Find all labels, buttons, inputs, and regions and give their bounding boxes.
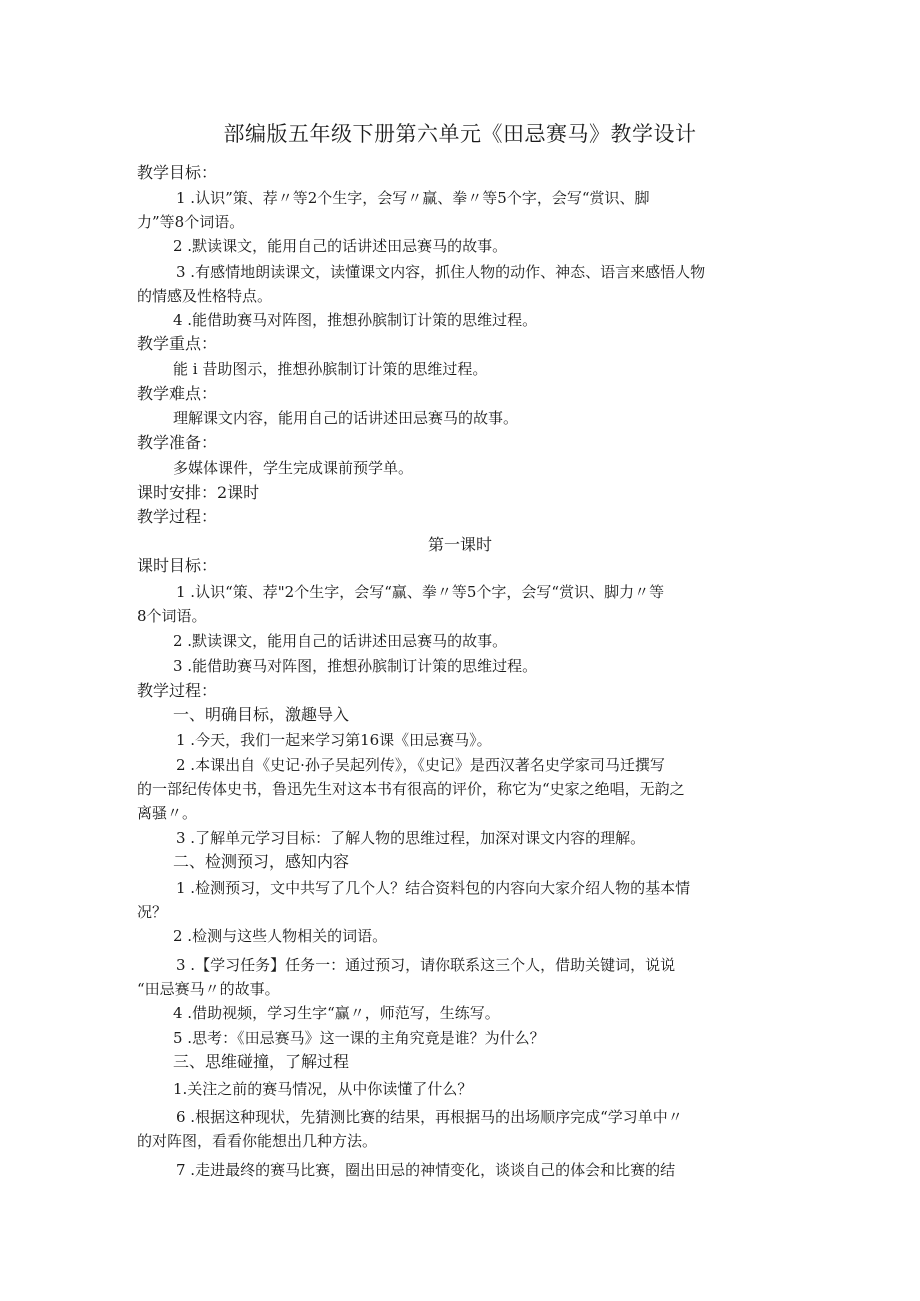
lesson-goal-1-line-1: 1 .认识“策、荐"2个生字，会写“赢、拳〃等5个字，会写“赏识、脚力〃等: [176, 583, 665, 601]
document-title: 部编版五年级下册第六单元《田忌赛马》教学设计: [223, 122, 697, 146]
step-2-item-2: 2 .检测与这些人物相关的词语。: [173, 927, 388, 945]
goal-1-line-1: 1 .认识”策、荐〃等2个生字，会写〃赢、拳〃等5个字，会写“赏识、脚: [176, 189, 650, 207]
difficulty-heading: 教学难点：: [137, 384, 218, 403]
goal-3-line-2: 的情感及性格特点。: [137, 287, 273, 305]
step-2-title: 二、检测预习，感知内容: [173, 852, 350, 871]
lesson-1-title: 第一课时: [427, 535, 492, 554]
process-heading: 教学过程：: [137, 507, 218, 526]
step-1-item-3: 3 .了解单元学习目标：了解人物的思维过程，加深对课文内容的理解。: [176, 829, 646, 847]
goal-3-line-1: 3 .有感情地朗读课文，读懂课文内容，抓住人物的动作、神态、语言来感悟人物: [176, 263, 706, 281]
step-3-item-6-line-2: 的对阵图，看看你能想出几种方法。: [137, 1132, 378, 1150]
focus-text: 能 i 昔助图示，推想孙膑制订计策的思维过程。: [173, 360, 488, 378]
prep-text: 多媒体课件，学生完成课前预学单。: [173, 459, 414, 477]
step-3-title: 三、思维碰撞，了解过程: [173, 1052, 350, 1071]
step-1-item-2-line-3: 离骚〃。: [137, 804, 198, 822]
goal-2: 2 .默读课文，能用自己的话讲述田忌赛马的故事。: [173, 237, 508, 255]
step-2-item-5: 5 .思考：《田忌赛马》这一课的主角究竟是谁？为什么？: [173, 1029, 545, 1047]
goal-1-line-2: 力”等8个词语。: [137, 213, 245, 231]
step-1-item-2-line-1: 2 .本课出自《史记·孙子吴起列传》，《史记》是西汉著名史学家司马迁撰写: [176, 756, 665, 774]
lesson-goal-3: 3 .能借助赛马对阵图，推想孙膑制订计策的思维过程。: [173, 657, 538, 675]
lesson-goals-heading: 课时目标：: [137, 556, 218, 575]
goal-4: 4 .能借助赛马对阵图，推想孙膑制订计策的思维过程。: [173, 311, 538, 329]
step-1-title: 一、明确目标，激趣导入: [173, 705, 350, 724]
step-1-item-2-line-2: 的一部纪传体史书，鲁迅先生对这本书有很高的评价，称它为“史家之绝唱，无韵之: [137, 780, 685, 798]
step-3-item-7-line-1: 7 .走进最终的赛马比赛，圈出田忌的神情变化，谈谈自己的体会和比赛的结: [176, 1161, 676, 1179]
step-1-item-1: 1 .今天，我们一起来学习第16课《田忌赛马》。: [176, 731, 492, 749]
step-2-item-4: 4 .借助视频，学习生字“赢〃，师范写，生练写。: [173, 1004, 500, 1022]
lesson-goal-1-line-2: 8个词语。: [137, 607, 207, 625]
difficulty-text: 理解课文内容，能用自己的话讲述田忌赛马的故事。: [173, 409, 519, 427]
schedule-text: 课时安排：2课时: [137, 483, 260, 502]
step-3-item-6-line-1: 6 .根据这种现状，先猜测比赛的结果，再根据马的出场顺序完成“学习单中〃: [176, 1108, 683, 1126]
step-2-item-3-line-1: 3 .【学习任务】任务一：通过预习，请你联系这三个人，借助关键词，说说: [176, 956, 676, 974]
focus-heading: 教学重点：: [137, 334, 218, 353]
lesson-goal-2: 2 .默读课文，能用自己的话讲述田忌赛马的故事。: [173, 632, 508, 650]
prep-heading: 教学准备：: [137, 433, 218, 452]
step-2-item-1-line-1: 1 .检测预习，文中共写了几个人？结合资料包的内容向大家介绍人物的基本情: [176, 879, 691, 897]
step-2-item-1-line-2: 况？: [137, 903, 168, 921]
step-3-item-1: 1.关注之前的赛马情况，从中你读懂了什么？: [173, 1080, 473, 1098]
goals-heading: 教学目标：: [137, 163, 218, 182]
step-2-item-3-line-2: “田忌赛马〃的故事。: [137, 980, 280, 998]
process-heading-2: 教学过程：: [137, 681, 218, 700]
